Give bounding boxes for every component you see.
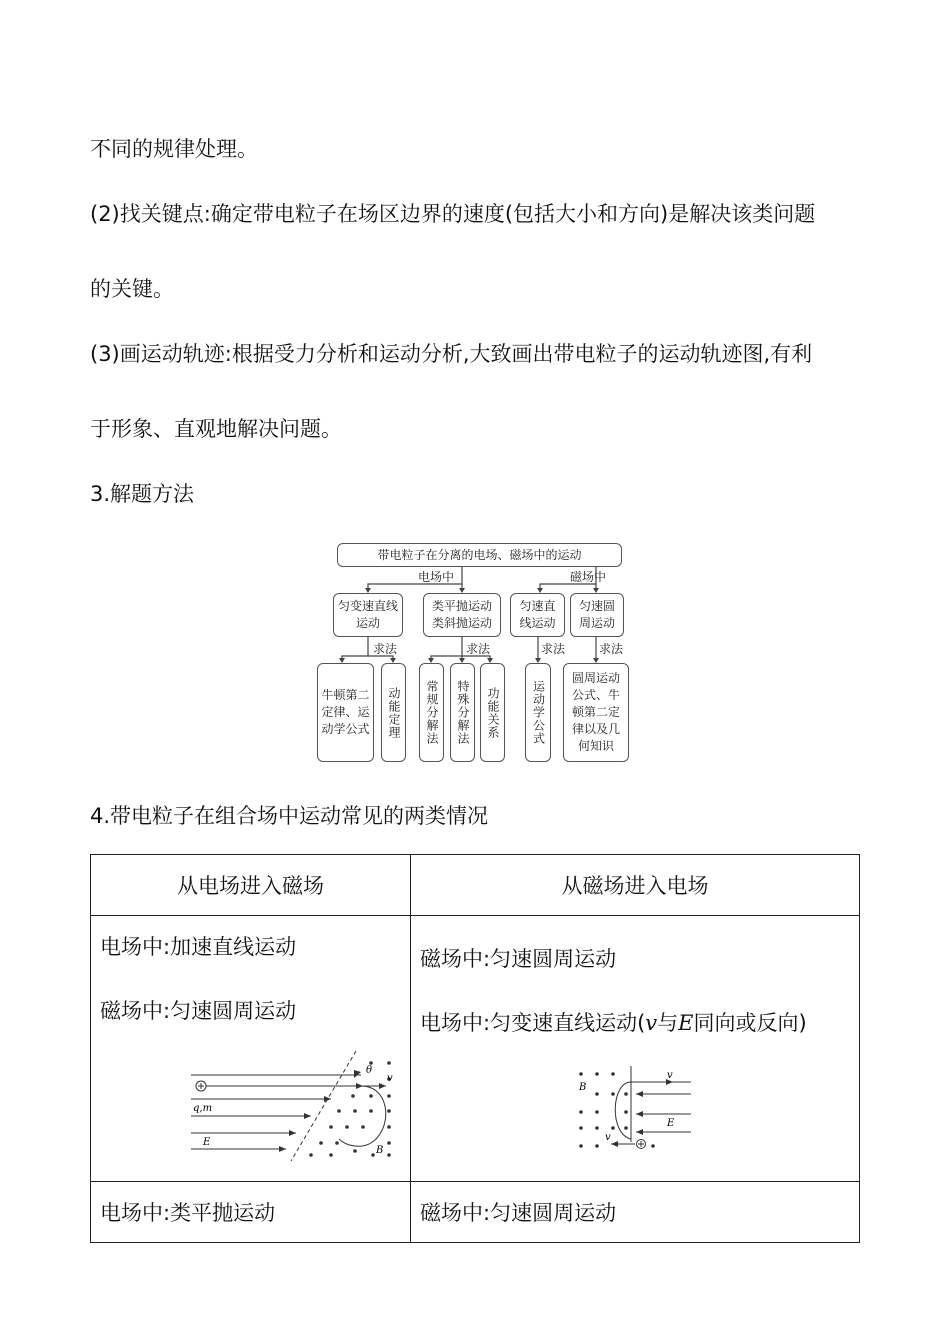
cell-text: 电场中:类平抛运动 (100, 1201, 276, 1225)
flowchart-node: 类平抛运动类斜抛运动 (423, 593, 501, 637)
e-field-label: E (203, 1137, 211, 1148)
cell-text-part: 电场中:匀变速直线运动( (420, 1011, 646, 1035)
flowchart-node: 匀变速直线运动 (333, 593, 403, 637)
field-dot (624, 1110, 628, 1114)
method-label: 求法 (466, 642, 491, 656)
cell-text: 电场中:加速直线运动 (100, 935, 297, 959)
field-dot (579, 1126, 583, 1130)
charge-mass-label: q,m (193, 1103, 213, 1114)
field-dot (595, 1144, 599, 1148)
paragraph-line: 于形象、直观地解决问题。 (90, 417, 342, 441)
field-dot (329, 1153, 333, 1157)
field-dot (387, 1094, 391, 1098)
velocity-symbol: v (645, 1011, 658, 1035)
paragraph-line: (3)画运动轨迹:根据受力分析和运动分析,大致画出带电粒子的运动轨迹图,有利 (90, 342, 813, 366)
field-dot (337, 1109, 341, 1113)
method-label: 求法 (599, 642, 624, 656)
table-header-cell: 从电场进入磁场 (91, 855, 411, 916)
field-dot (387, 1109, 391, 1113)
e-field-label: E (667, 1118, 675, 1129)
flowchart-node: 匀速直线运动 (510, 593, 565, 637)
flowchart-leaf: 牛顿第二定律、运动学公式 (317, 663, 374, 762)
field-dot (579, 1144, 583, 1148)
field-dot (335, 1141, 339, 1145)
table-header-cell: 从磁场进入电场 (411, 855, 860, 916)
field-dot (329, 1125, 333, 1129)
field-dot (371, 1153, 375, 1157)
field-dot (387, 1141, 391, 1145)
field-dot (651, 1144, 655, 1148)
table-row (91, 916, 860, 1182)
b-field-label: B (579, 1082, 587, 1093)
field-dot (353, 1109, 357, 1113)
method-label: 求法 (541, 642, 566, 656)
flowchart-leaf: 功能关系 (480, 663, 505, 762)
table-cell (91, 916, 411, 1182)
b-field-label: B (376, 1145, 384, 1156)
flowchart-leaf: 运动学公式 (525, 663, 551, 762)
connector-line (431, 637, 462, 662)
connector-line (342, 637, 368, 662)
cell-text-part: 与 (657, 1011, 679, 1035)
field-dot (351, 1094, 355, 1098)
paragraph-line: 不同的规律处理。 (90, 137, 258, 161)
trajectory-arc (339, 1086, 386, 1146)
field-dot (353, 1149, 357, 1153)
cell-text-part: 同向或反向) (693, 1011, 807, 1035)
field-dot (387, 1061, 391, 1065)
cell-text: 磁场中:匀速圆周运动 (420, 947, 617, 971)
field-dot (387, 1125, 391, 1129)
table-cell (411, 916, 860, 1182)
flowchart-leaf: 特殊分解法 (450, 663, 475, 762)
field-dot (595, 1126, 599, 1130)
diagram-magnetic-to-electric (571, 1064, 721, 1154)
paragraph-line: 的关键。 (90, 277, 174, 301)
cell-text: 磁场中:匀速圆周运动 (420, 1201, 617, 1225)
field-dot (624, 1092, 628, 1096)
flowchart-leaf: 动能定理 (381, 663, 406, 762)
theta-label: θ (366, 1065, 373, 1076)
flowchart-leaf: 常规分解法 (419, 663, 444, 762)
field-dot (319, 1141, 323, 1145)
branch-label-magnetic: 磁场中 (570, 570, 607, 584)
e-field-symbol: E (678, 1011, 694, 1035)
flowchart-leaf: 圆周运动公式、牛顿第二定律以及几何知识 (563, 663, 629, 762)
diagram-electric-to-magnetic (191, 1051, 406, 1161)
field-dot (369, 1109, 373, 1113)
field-dot (611, 1072, 615, 1076)
field-dot (345, 1125, 349, 1129)
section-heading: 4.带电粒子在组合场中运动常见的两类情况 (90, 804, 489, 828)
paragraph-line: (2)找关键点:确定带电粒子在场区边界的速度(包括大小和方向)是解决该类问题 (90, 202, 816, 226)
branch-label-electric: 电场中 (418, 570, 455, 584)
cell-text (412, 1007, 858, 1037)
table-cell (411, 1182, 860, 1243)
table-header-row (91, 855, 860, 916)
field-dot (309, 1153, 313, 1157)
field-dot (611, 1092, 615, 1096)
field-dot (579, 1072, 583, 1076)
field-dot (579, 1110, 583, 1114)
comparison-table (90, 854, 860, 1243)
flowchart-node: 匀速圆周运动 (570, 593, 624, 637)
field-dot (369, 1094, 373, 1098)
field-dot (595, 1072, 599, 1076)
cell-text: 磁场中:匀速圆周运动 (100, 999, 297, 1023)
boundary-line (291, 1051, 356, 1161)
field-dot (595, 1110, 599, 1114)
trajectory-arc (615, 1082, 631, 1139)
velocity-label: v (387, 1073, 393, 1084)
velocity-label: v (667, 1070, 673, 1081)
table-row (91, 1182, 860, 1243)
flowchart-root: 带电粒子在分离的电场、磁场中的运动 (337, 543, 622, 567)
velocity-label: v (605, 1132, 611, 1143)
table-cell (91, 1182, 411, 1243)
method-label: 求法 (373, 642, 398, 656)
field-dot (611, 1126, 615, 1130)
field-dot (595, 1092, 599, 1096)
field-dot (361, 1125, 365, 1129)
field-dot (624, 1126, 628, 1130)
section-heading: 3.解题方法 (90, 482, 195, 506)
field-dot (387, 1153, 391, 1157)
